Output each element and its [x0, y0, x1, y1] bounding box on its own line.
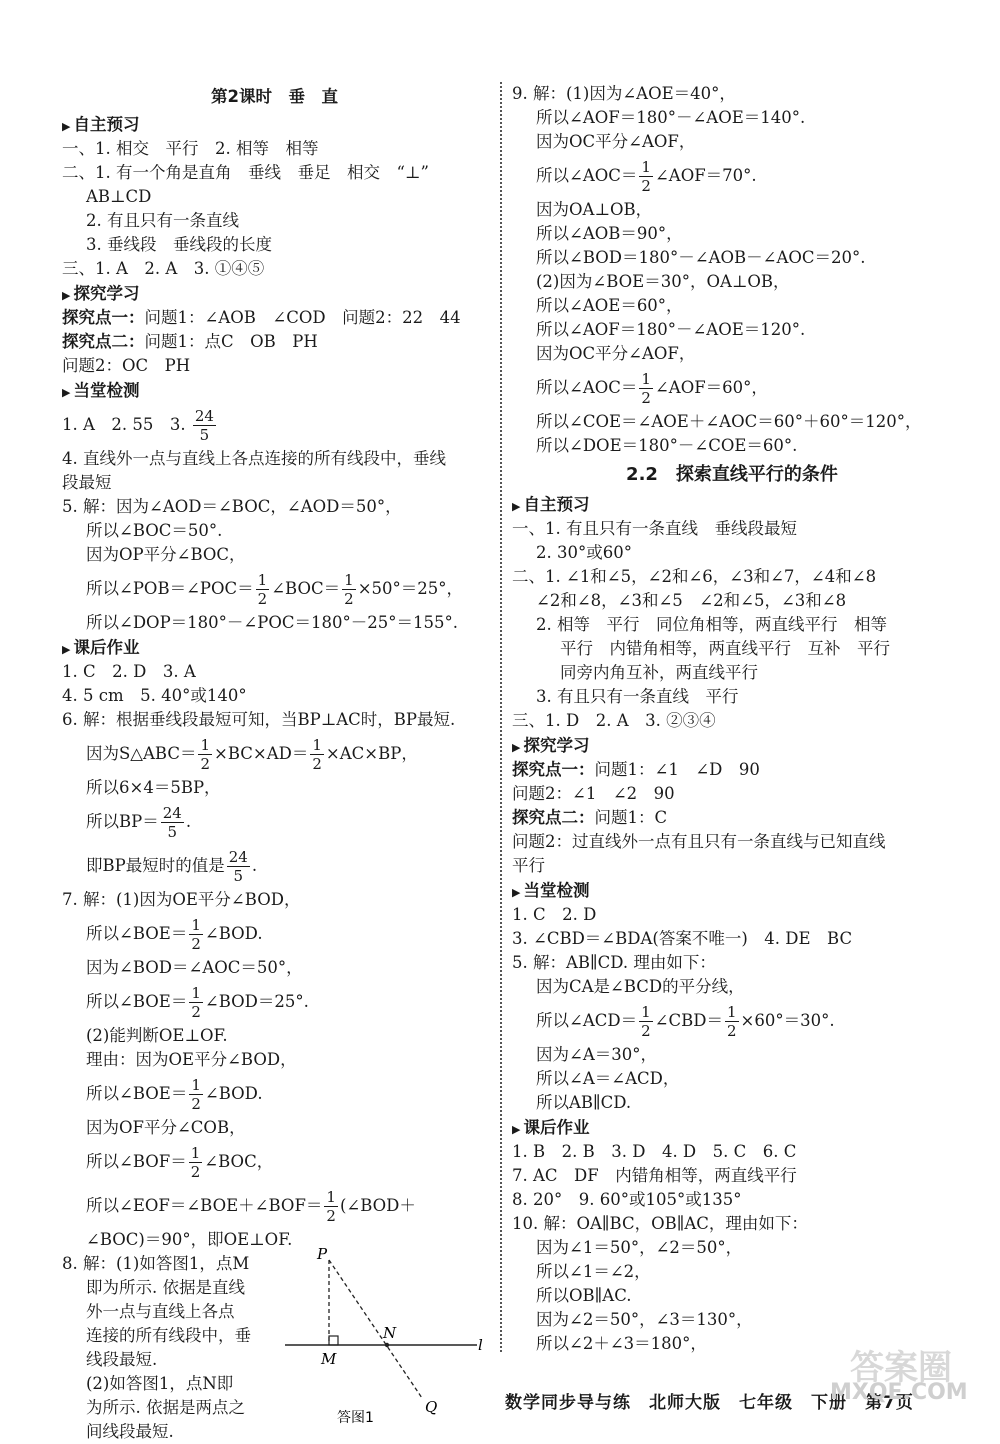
label-p: P [317, 1245, 328, 1263]
triangle-bullet-icon: ▶ [512, 886, 521, 899]
answer-line: 所以∠AOF＝180°－∠AOE＝120°. [536, 320, 806, 339]
answer-line: 所以∠DOP＝180°－∠POC＝180°－25°＝155°. [86, 613, 458, 632]
answer-line: 4. 直线外一点与直线上各点连接的所有线段中，垂线 [62, 449, 446, 468]
question-8-line: 8. 解：(1)如答图1，点M [62, 1254, 250, 1273]
answer-line: 因为OF平分∠COB， [86, 1118, 246, 1137]
answer-line: 二、1. 有一个角是直角 垂线 垂足 相交 “⊥” [62, 163, 429, 182]
left-column [62, 82, 487, 1441]
answer-line: 理由：因为OE平分∠BOD， [86, 1050, 297, 1069]
answer-line-with-fraction: 所以∠BOE＝ $\frac{1}{2}$ ∠BOD. [86, 1076, 263, 1113]
inquiry-point-answer: 问题1：∠1 ∠D 90 [594, 760, 760, 779]
section-heading [62, 112, 487, 137]
answer-line: AB⊥CD [86, 187, 152, 206]
answer-line: 2. 30°或60° [536, 543, 632, 562]
inquiry-point-answer: 问题1：∠AOB ∠COD 问题2：22 44 [144, 308, 461, 327]
inquiry-point-label: 探究点一： [512, 760, 595, 779]
label-q: Q [425, 1398, 438, 1416]
heading-text: 自主预习 [73, 115, 140, 134]
heading-text: 当堂检测 [73, 381, 140, 400]
answer-line: 所以∠BOD＝180°－∠AOB－∠AOC＝20°. [536, 248, 866, 267]
answer-line-with-fraction: 所以∠AOC＝ $\frac{1}{2}$ ∠AOF＝70°. [536, 158, 757, 195]
answer-line: 所以OB∥AC. [536, 1286, 632, 1305]
watermark-logo: 答案圈 [850, 1348, 952, 1388]
answer-line: ∠2和∠8，∠3和∠5 ∠2和∠5，∠3和∠8 [536, 591, 847, 610]
answer-line: 5. 解：因为∠AOD＝∠BOC，∠AOD＝50°， [62, 497, 402, 516]
answer-line: 3. 有且只有一条直线 平行 [536, 687, 739, 706]
answer-line: 因为OC平分∠AOF， [536, 132, 696, 151]
lesson-title: 第2课时 垂 直 [211, 87, 338, 106]
heading-text: 探究学习 [73, 284, 140, 303]
answer-line: (2)能判断OE⊥OF. [86, 1026, 228, 1045]
answer-line: 问题2：过直线外一点有且只有一条直线与已知直线 [512, 832, 886, 851]
answer-line: 同旁内角互补，两直线平行 [560, 663, 758, 682]
answer-line: 二、1. ∠1和∠5，∠2和∠6，∠3和∠7，∠4和∠8 [512, 567, 877, 586]
answer-line-with-fraction: 所以∠BOE＝ $\frac{1}{2}$ ∠BOD. [86, 916, 263, 953]
answer-line [62, 330, 487, 354]
answer-line [62, 306, 487, 330]
answer-line: 2. 相等 平行 同位角相等，两直线平行 相等 [536, 615, 887, 634]
answer-line: 所以6×4＝5BP， [86, 778, 221, 797]
heading-text: 课后作业 [73, 638, 140, 657]
section-title: 2.2 探索直线平行的条件 [626, 464, 838, 485]
segment-pq [329, 1260, 422, 1398]
answer-line: 因为CA是∠BCD的平分线， [536, 977, 745, 996]
answer-line: 问题2：OC PH [62, 356, 191, 375]
answer-line: 所以∠AOF＝180°－∠AOE＝140°. [536, 108, 806, 127]
section-heading [512, 492, 952, 517]
left-answer-lines [62, 82, 487, 1252]
triangle-bullet-icon: ▶ [512, 1123, 521, 1136]
triangle-bullet-icon: ▶ [512, 741, 521, 754]
answer-line: 因为∠2＝50°，∠3＝130°， [536, 1310, 753, 1329]
section-heading [512, 733, 952, 758]
answer-line [512, 758, 952, 782]
answer-line: 所以AB∥CD. [536, 1093, 632, 1112]
question-8-line: 间线段最短. [86, 1422, 174, 1441]
answer-line-with-fraction: 所以∠POB＝∠POC＝ $\frac{1}{2}$ ∠BOC＝ $\frac{1}{2}$ ×50°＝25°， [86, 571, 464, 608]
question-8-block [62, 1245, 487, 1441]
label-l: l [478, 1336, 483, 1354]
answer-line: 问题2：∠1 ∠2 90 [512, 784, 675, 803]
answer-line: 6. 解：根据垂线段最短可知，当BP⊥AC时，BP最短. [62, 710, 456, 729]
answer-line: 平行 [512, 856, 545, 875]
answer-line-with-fraction: 所以BP＝ $\frac{24}{5}$ . [86, 804, 192, 841]
answer-line-with-fraction: 因为S△ABC＝ $\frac{1}{2}$ ×BC×AD＝ $\frac{1}{2}$ ×AC×BP， [86, 736, 418, 773]
answer-line: 1. C 2. D [512, 905, 597, 924]
watermark-url: MXQE.COM [830, 1380, 968, 1405]
section-heading [512, 1115, 952, 1140]
answer-line-with-fraction: 所以∠AOC＝ $\frac{1}{2}$ ∠AOF＝60°， [536, 370, 768, 407]
answer-line: 10. 解：OA∥BC，OB∥AC，理由如下： [512, 1214, 808, 1233]
inquiry-point-answer: 问题1：点C OB PH [144, 332, 318, 351]
answer-line: 因为OA⊥OB， [536, 200, 653, 219]
section-heading [62, 378, 487, 403]
heading-text: 课后作业 [523, 1118, 590, 1137]
answer-line: 7. AC DF 内错角相等，两直线平行 [512, 1166, 797, 1185]
answer-line: 9. 解：(1)因为∠AOE＝40°， [512, 84, 736, 103]
right-column [512, 82, 952, 1356]
answer-line: 因为∠1＝50°，∠2＝50°， [536, 1238, 743, 1257]
inquiry-point-label: 探究点二： [512, 808, 595, 827]
watermark [830, 1340, 980, 1410]
answer-line-with-fraction: 所以∠BOF＝ $\frac{1}{2}$ ∠BOC， [86, 1144, 274, 1181]
heading-text: 探究学习 [523, 736, 590, 755]
inquiry-point-label: 探究点二： [62, 332, 145, 351]
answer-line-with-fraction: 所以∠BOE＝ $\frac{1}{2}$ ∠BOD＝25°. [86, 984, 309, 1021]
answer-line: 因为OP平分∠BOC， [86, 545, 246, 564]
question-8-line: 线段最短. [86, 1350, 158, 1369]
answer-line: 所以∠1＝∠2， [536, 1262, 651, 1281]
column-divider [500, 82, 502, 1352]
answer-line: 3. ∠CBD＝∠BDA(答案不唯一) 4. DE BC [512, 929, 853, 948]
point-n-dot [385, 1343, 389, 1347]
page-footer: 数学同步导与练 北师大版 七年级 下册 第7页 [505, 1393, 914, 1413]
section-heading [62, 281, 487, 306]
answer-line: 5. 解：AB∥CD. 理由如下： [512, 953, 716, 972]
question-8-line: (2)如答图1，点N即 [86, 1374, 234, 1393]
answer-line: 一、1. 相交 平行 2. 相等 相等 [62, 139, 319, 158]
answer-line: 1. B 2. B 3. D 4. D 5. C 6. C [512, 1142, 797, 1161]
answer-line: 一、1. 有且只有一条直线 垂线段最短 [512, 519, 797, 538]
figure-caption: 答图1 [337, 1410, 374, 1424]
answer-line: 三、1. A 2. A 3. ①④⑤ [62, 259, 265, 278]
answer-line: (2)因为∠BOE＝30°，OA⊥OB， [536, 272, 790, 291]
triangle-bullet-icon: ▶ [62, 289, 71, 302]
heading-text: 当堂检测 [523, 881, 590, 900]
triangle-bullet-icon: ▶ [62, 386, 71, 399]
answer-line-with-fraction: 1. A 2. 55 3. $\frac{24}{5}$ [62, 407, 214, 444]
answer-line: 所以∠DOE＝180°－∠COE＝60°. [536, 436, 798, 455]
answer-line: 1. C 2. D 3. A [62, 662, 196, 681]
section-heading [62, 635, 487, 660]
answer-line: 所以∠2＋∠3＝180°， [536, 1334, 707, 1353]
inquiry-point-label: 探究点一： [62, 308, 145, 327]
question-8-line: 外一点与直线上各点 [86, 1302, 235, 1321]
answer-line: 所以∠COE＝∠AOE＋∠AOC＝60°＋60°＝120°， [536, 412, 922, 431]
section-heading [512, 878, 952, 903]
answer-line [512, 806, 952, 830]
triangle-bullet-icon: ▶ [512, 500, 521, 513]
answer-line-with-fraction: 即BP最短时的值是 $\frac{24}{5}$ . [86, 848, 258, 885]
right-answer-lines [512, 82, 952, 1356]
answer-line: 3. 垂线段 垂线段的长度 [86, 235, 272, 254]
answer-line-with-fraction: 所以∠ACD＝ $\frac{1}{2}$ ∠CBD＝ $\frac{1}{2}$ ×60°＝30°. [536, 1003, 835, 1040]
question-8-line: 连接的所有线段中，垂 [86, 1326, 251, 1345]
label-m: M [321, 1350, 337, 1368]
answer-line: 三、1. D 2. A 3. ②③④ [512, 711, 716, 730]
question-8-line: 为所示. 依据是两点之 [86, 1398, 245, 1417]
answer-line: 4. 5 cm 5. 40°或140° [62, 686, 247, 705]
label-n: N [383, 1324, 397, 1342]
answer-line: 段最短 [62, 473, 112, 492]
answer-line: 所以∠A＝∠ACD， [536, 1069, 680, 1088]
answer-line: 所以∠AOE＝60°， [536, 296, 683, 315]
answer-line: ∠BOC)＝90°，即OE⊥OF. [86, 1230, 293, 1249]
inquiry-point-answer: 问题1：C [594, 808, 668, 827]
right-angle-mark [329, 1336, 338, 1345]
answer-line: 7. 解：(1)因为OE平分∠BOD， [62, 890, 301, 909]
answer-line: 平行 内错角相等，两直线平行 互补 平行 [560, 639, 890, 658]
question-8-line: 即为所示. 依据是直线 [86, 1278, 245, 1297]
answer-line: 因为∠A＝30°， [536, 1045, 657, 1064]
heading-text: 自主预习 [523, 495, 590, 514]
answer-line: 因为∠BOD＝∠AOC＝50°， [86, 958, 303, 977]
triangle-bullet-icon: ▶ [62, 643, 71, 656]
question-8-text [62, 1252, 251, 1444]
answer-figure-1 [277, 1244, 487, 1424]
answer-line: 8. 20° 9. 60°或105°或135° [512, 1190, 742, 1209]
answer-line-with-fraction: 所以∠EOF＝∠BOE＋∠BOF＝ $\frac{1}{2}$ (∠BOD＋ [86, 1188, 416, 1225]
answer-line: 2. 有且只有一条直线 [86, 211, 239, 230]
answer-line: 因为OC平分∠AOF， [536, 344, 696, 363]
triangle-bullet-icon: ▶ [62, 120, 71, 133]
answer-line: 所以∠BOC＝50°. [86, 521, 223, 540]
answer-line: 所以∠AOB＝90°， [536, 224, 683, 243]
